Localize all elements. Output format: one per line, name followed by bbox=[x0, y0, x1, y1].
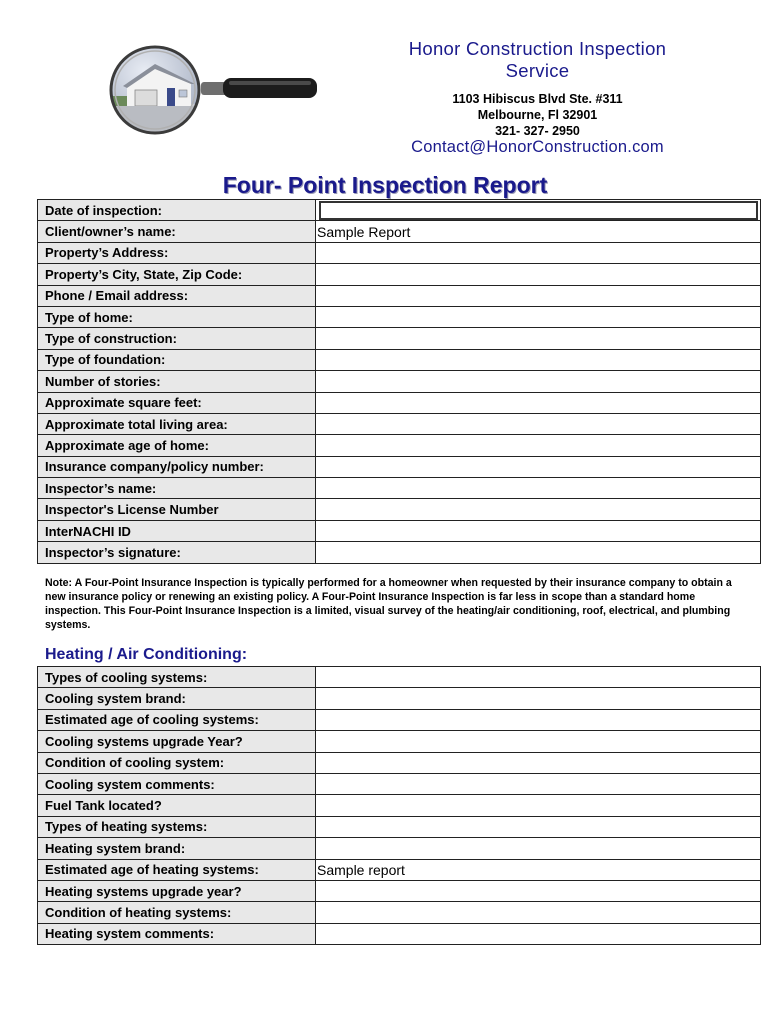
field-label: Inspector’s signature: bbox=[38, 542, 316, 563]
field-value[interactable] bbox=[316, 306, 761, 327]
table-row bbox=[38, 520, 761, 541]
field-value[interactable] bbox=[316, 752, 761, 773]
field-label: Number of stories: bbox=[38, 371, 316, 392]
inspection-note: Note: A Four-Point Insurance Inspection is typically performed for a homeowner when requested by their insurance company to obtain a new insurance policy or renewing an existing policy. A Four-Point Insurance Inspection is far less in scope than a standard home inspection. This Four-Point Insurance Inspection is a limited, visual survey of the heating/air conditioning, roof, electrical, and plumbing systems. bbox=[45, 577, 732, 631]
table-row bbox=[38, 499, 761, 520]
field-label: Estimated age of cooling systems: bbox=[38, 709, 316, 730]
table-row bbox=[38, 413, 761, 434]
field-value[interactable] bbox=[316, 371, 761, 392]
field-value[interactable] bbox=[316, 285, 761, 306]
report-title: Four- Point Inspection Report bbox=[222, 172, 548, 198]
table-row bbox=[38, 816, 761, 837]
field-value[interactable] bbox=[316, 923, 761, 944]
field-value[interactable]: Sample report bbox=[316, 859, 761, 880]
table-row bbox=[38, 902, 761, 923]
magnifying-glass-house-logo bbox=[105, 44, 320, 136]
field-value[interactable] bbox=[316, 328, 761, 349]
hvac-table bbox=[37, 666, 761, 945]
field-label: Heating systems upgrade year? bbox=[38, 880, 316, 901]
field-value[interactable] bbox=[316, 349, 761, 370]
field-label: Estimated age of heating systems: bbox=[38, 859, 316, 880]
field-value[interactable] bbox=[316, 435, 761, 456]
date-input-box[interactable] bbox=[319, 201, 758, 220]
company-phone: 321- 327- 2950 bbox=[495, 124, 580, 138]
field-label: Property’s City, State, Zip Code: bbox=[38, 264, 316, 285]
field-label: Approximate total living area: bbox=[38, 413, 316, 434]
field-value[interactable] bbox=[316, 392, 761, 413]
table-row bbox=[38, 242, 761, 263]
field-value[interactable] bbox=[316, 816, 761, 837]
field-value[interactable] bbox=[316, 838, 761, 859]
field-value[interactable] bbox=[316, 456, 761, 477]
table-row bbox=[38, 859, 761, 880]
field-label: Client/owner’s name: bbox=[38, 221, 316, 242]
table-row bbox=[38, 731, 761, 752]
table-row bbox=[38, 456, 761, 477]
table-row bbox=[38, 795, 761, 816]
field-label: Cooling system brand: bbox=[38, 688, 316, 709]
field-label: Inspector's License Number bbox=[38, 499, 316, 520]
field-label: Fuel Tank located? bbox=[38, 795, 316, 816]
table-row bbox=[38, 709, 761, 730]
table-row bbox=[38, 328, 761, 349]
table-row bbox=[38, 667, 761, 688]
section-title-hvac: Heating / Air Conditioning: bbox=[45, 646, 248, 663]
table-row bbox=[38, 371, 761, 392]
table-row bbox=[38, 880, 761, 901]
field-value[interactable] bbox=[316, 667, 761, 688]
date-of-inspection-field[interactable] bbox=[316, 200, 761, 221]
field-label: Approximate age of home: bbox=[38, 435, 316, 456]
company-name bbox=[370, 38, 705, 82]
field-value[interactable] bbox=[316, 499, 761, 520]
table-row bbox=[38, 478, 761, 499]
field-label: Condition of heating systems: bbox=[38, 902, 316, 923]
field-value[interactable] bbox=[316, 242, 761, 263]
address-street: 1103 Hibiscus Blvd Ste. #311 bbox=[452, 92, 623, 106]
general-info-table bbox=[37, 199, 761, 564]
field-label: Approximate square feet: bbox=[38, 392, 316, 413]
field-value[interactable] bbox=[316, 688, 761, 709]
table-row bbox=[38, 923, 761, 944]
field-label: Heating system comments: bbox=[38, 923, 316, 944]
field-value[interactable] bbox=[316, 795, 761, 816]
field-value[interactable] bbox=[316, 520, 761, 541]
field-label: Condition of cooling system: bbox=[38, 752, 316, 773]
company-name-line1: Honor Construction Inspection bbox=[408, 38, 667, 59]
table-row bbox=[38, 838, 761, 859]
field-label: Cooling systems upgrade Year? bbox=[38, 731, 316, 752]
field-value[interactable] bbox=[316, 709, 761, 730]
field-value[interactable] bbox=[316, 773, 761, 794]
field-label: Phone / Email address: bbox=[38, 285, 316, 306]
signature-field[interactable] bbox=[316, 542, 761, 563]
table-row bbox=[38, 200, 761, 221]
table-row bbox=[38, 285, 761, 306]
table-row bbox=[38, 773, 761, 794]
field-label: Inspector’s name: bbox=[38, 478, 316, 499]
table-row bbox=[38, 688, 761, 709]
field-value[interactable] bbox=[316, 880, 761, 901]
field-label: Cooling system comments: bbox=[38, 773, 316, 794]
field-label: Insurance company/policy number: bbox=[38, 456, 316, 477]
field-label: Date of inspection: bbox=[38, 200, 316, 221]
field-label: Property’s Address: bbox=[38, 242, 316, 263]
table-row bbox=[38, 221, 761, 242]
field-label: Types of cooling systems: bbox=[38, 667, 316, 688]
table-row bbox=[38, 349, 761, 370]
table-row bbox=[38, 752, 761, 773]
table-row bbox=[38, 264, 761, 285]
field-label: Type of home: bbox=[38, 306, 316, 327]
field-value[interactable] bbox=[316, 413, 761, 434]
table-row bbox=[38, 392, 761, 413]
company-name-line2: Service bbox=[505, 60, 570, 81]
field-label: Type of foundation: bbox=[38, 349, 316, 370]
field-value[interactable] bbox=[316, 478, 761, 499]
field-label: Types of heating systems: bbox=[38, 816, 316, 837]
field-value[interactable] bbox=[316, 264, 761, 285]
table-row bbox=[38, 306, 761, 327]
field-value[interactable]: Sample Report bbox=[316, 221, 761, 242]
field-value[interactable] bbox=[316, 731, 761, 752]
field-label: Heating system brand: bbox=[38, 838, 316, 859]
field-label: InterNACHI ID bbox=[38, 520, 316, 541]
table-row bbox=[38, 542, 761, 563]
field-value[interactable] bbox=[316, 902, 761, 923]
table-row bbox=[38, 435, 761, 456]
company-email-link[interactable]: Contact@HonorConstruction.com bbox=[411, 138, 664, 156]
company-address bbox=[370, 91, 705, 139]
field-label: Type of construction: bbox=[38, 328, 316, 349]
address-city: Melbourne, Fl 32901 bbox=[477, 108, 598, 122]
